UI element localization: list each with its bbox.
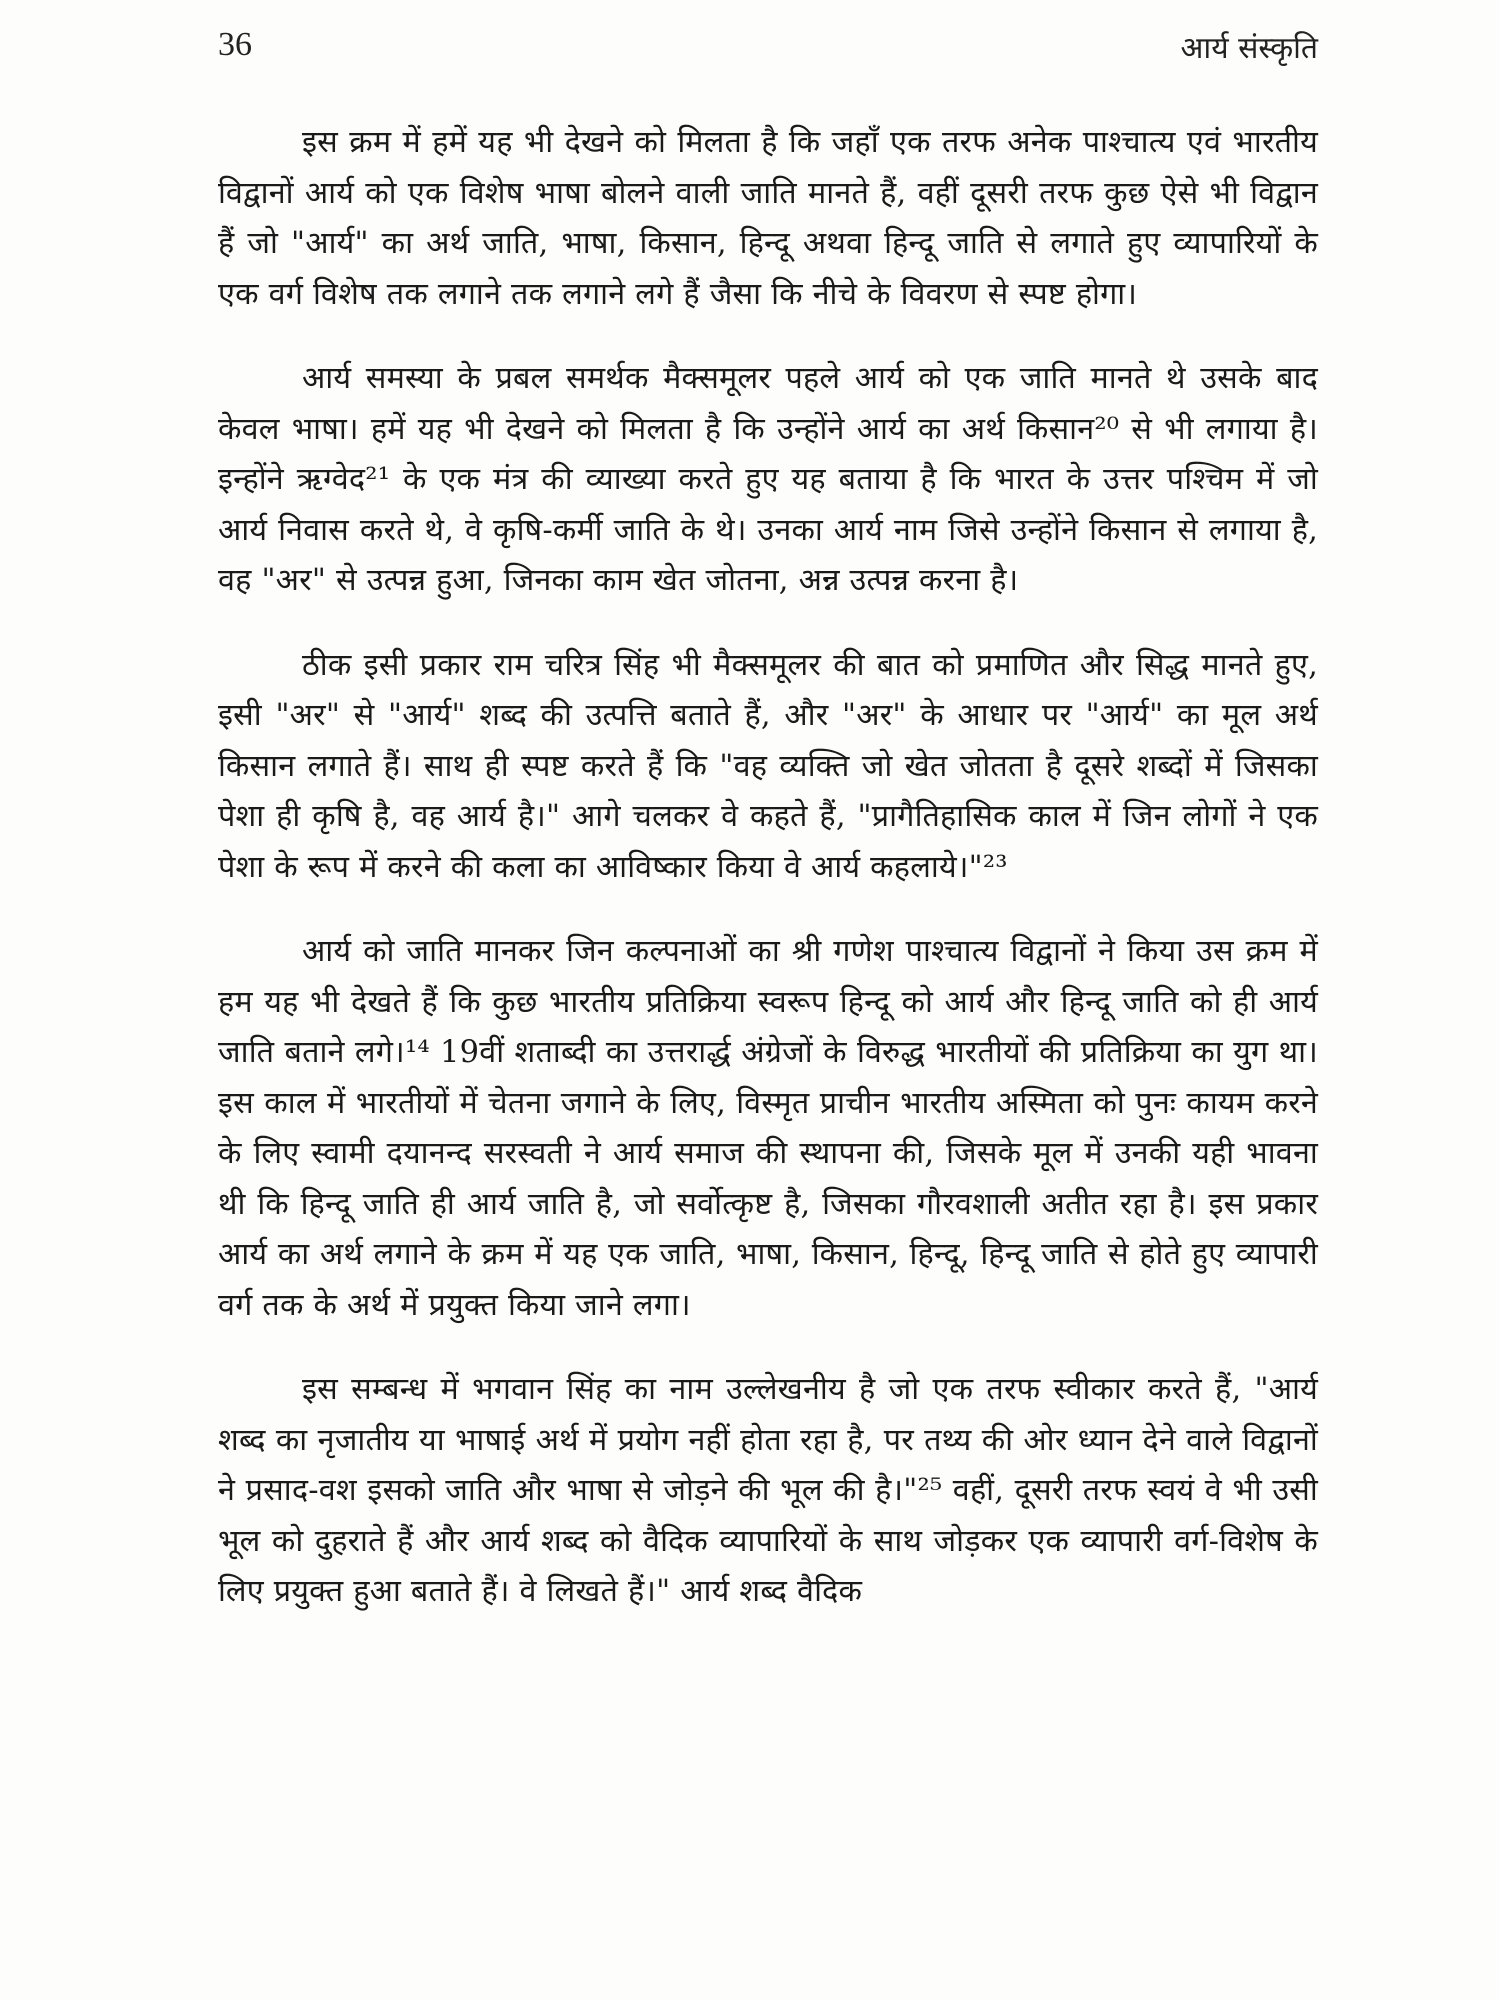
page-header (218, 26, 1318, 76)
paragraph-5: इस सम्बन्ध में भगवान सिंह का नाम उल्लेखनीय है जो एक तरफ स्वीकार करते हैं, "आर्य शब्द का नृजातीय या भाषाई अर्थ में प्रयोग नहीं होता रहा है, पर तथ्य की ओर ध्यान देने वाले विद्वानों ने प्रसाद-वश इसको जाति और भाषा से जोड़ने की भूल की है।"²⁵ वहीं, दूसरी तरफ स्वयं वे भी उसी भूल को दुहराते हैं और आर्य शब्द को वैदिक व्यापारियों के साथ जोड़कर एक व्यापारी वर्ग-विशेष के लिए प्रयुक्त हुआ बताते हैं। वे लिखते हैं।" आर्य शब्द वैदिक (218, 1372, 1318, 1609)
running-title: आर्य संस्कृति (1180, 31, 1318, 66)
paragraph-3: ठीक इसी प्रकार राम चरित्र सिंह भी मैक्समूलर की बात को प्रमाणित और सिद्ध मानते हुए, इसी "अर" से "आर्य" शब्द की उत्पत्ति बताते हैं, और "अर" के आधार पर "आर्य" का मूल अर्थ किसान लगाते हैं। साथ ही स्पष्ट करते हैं कि "वह व्यक्ति जो खेत जोतता है दूसरे शब्दों में जिसका पेशा ही कृषि है, वह आर्य है।" आगे चलकर वे कहते हैं, "प्रागैतिहासिक काल में जिन लोगों ने एक पेशा के रूप में करने की कला का आविष्कार किया वे आर्य कहलाये।"²³ (218, 647, 1318, 885)
page-number: 36 (218, 26, 252, 63)
paragraph-4: आर्य को जाति मानकर जिन कल्पनाओं का श्री गणेश पाश्चात्य विद्वानों ने किया उस क्रम में हम यह भी देखते हैं कि कुछ भारतीय प्रतिक्रिया स्वरूप हिन्दू को आर्य और हिन्दू जाति को ही आर्य जाति बताने लगे।¹⁴ 19वीं शताब्दी का उत्तरार्द्ध अंग्रेजों के विरुद्ध भारतीयों की प्रतिक्रिया का युग था। इस काल में भारतीयों में चेतना जगाने के लिए, विस्मृत प्राचीन भारतीय अस्मिता को पुनः कायम करने के लिए स्वामी दयानन्द सरस्वती ने आर्य समाज की स्थापना की, जिसके मूल में उनकी यही भावना थी कि हिन्दू जाति ही आर्य जाति है, जो सर्वोत्कृष्ट है, जिसका गौरवशाली अतीत रहा है। इस प्रकार आर्य का अर्थ लगाने के क्रम में यह एक जाति, भाषा, किसान, हिन्दू, हिन्दू जाति से होते हुए व्यापारी वर्ग तक के अर्थ में प्रयुक्त किया जाने लगा। (218, 934, 1318, 1323)
paragraph-1: इस क्रम में हमें यह भी देखने को मिलता है कि जहाँ एक तरफ अनेक पाश्चात्य एवं भारतीय विद्वानों आर्य को एक विशेष भाषा बोलने वाली जाति मानते हैं, वहीं दूसरी तरफ कुछ ऐसे भी विद्वान हैं जो "आर्य" का अर्थ जाति, भाषा, किसान, हिन्दू अथवा हिन्दू जाति से लगाते हुए व्यापारियों के एक वर्ग विशेष तक लगाने तक लगाने लगे हैं जैसा कि नीचे के विवरण से स्पष्ट होगा। (218, 125, 1318, 312)
paragraph-2: आर्य समस्या के प्रबल समर्थक मैक्समूलर पहले आर्य को एक जाति मानते थे उसके बाद केवल भाषा। हमें यह भी देखने को मिलता है कि उन्होंने आर्य का अर्थ किसान²⁰ से भी लगाया है। इन्होंने ऋग्वेद²¹ के एक मंत्र की व्याख्या करते हुए यह बताया है कि भारत के उत्तर पश्चिम में जो आर्य निवास करते थे, वे कृषि-कर्मी जाति के थे। उनका आर्य नाम जिसे उन्होंने किसान से लगाया है, वह "अर" से उत्पन्न हुआ, जिनका काम खेत जोतना, अन्न उत्पन्न करना है। (218, 361, 1318, 598)
body-text (218, 118, 1318, 1618)
